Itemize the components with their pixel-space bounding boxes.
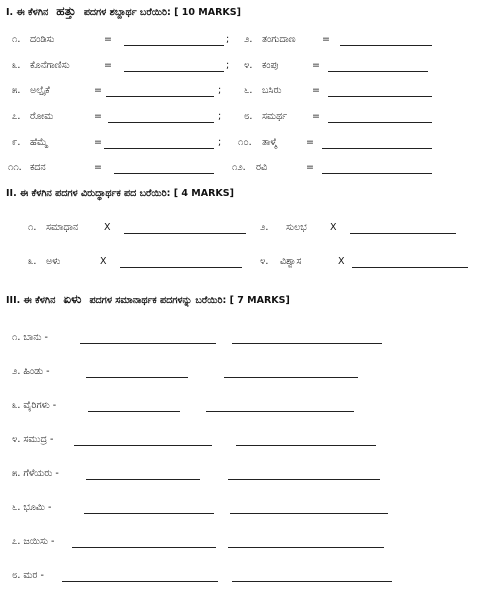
- s2-item-4-mark: X: [338, 256, 345, 267]
- section-3-heading-count: ಏಳು: [63, 292, 82, 306]
- s1-item-5-answer-line[interactable]: [106, 96, 214, 97]
- s1-item-5-end: ;: [218, 85, 222, 96]
- s1-item-12-answer-line[interactable]: [322, 173, 432, 174]
- section-1-heading-pre: I. ಈ ಕೆಳಗಿನ: [6, 7, 49, 18]
- s3-item-2-label: ೨. ಹಿಂಡು -: [12, 366, 50, 377]
- s1-item-3-word: ಕೊನೆಗಾಣಿಸು: [30, 60, 70, 71]
- s3-item-8-label: ೮. ಮರ -: [12, 570, 44, 581]
- s1-item-12-word: ರವಿ: [256, 162, 268, 173]
- s2-item-1-mark: X: [104, 222, 111, 233]
- s1-item-10-num: ೧೦.: [238, 137, 252, 148]
- s3-item-8-answer-line-2[interactable]: [232, 581, 392, 582]
- s3-item-6-label: ೬. ಭೂಮಿ -: [12, 502, 52, 513]
- s1-item-1-num: ೧.: [12, 34, 21, 45]
- s1-item-3-num: ೩.: [12, 60, 21, 71]
- s2-item-4-answer-line[interactable]: [352, 267, 468, 268]
- s3-item-2-answer-line-2[interactable]: [224, 377, 358, 378]
- s1-item-3-answer-line[interactable]: [124, 71, 224, 72]
- s2-item-3-word: ಅಳು: [46, 256, 61, 267]
- s3-item-2-answer-line-1[interactable]: [86, 377, 188, 378]
- s1-item-1-word: ದಂಡಿಸು: [30, 34, 55, 45]
- s1-item-1-answer-line[interactable]: [124, 45, 224, 46]
- s1-item-12-eq: =: [306, 162, 314, 173]
- section-3-heading-post: ಪದಗಳ ಸಮಾನಾರ್ಥಕ ಪದಗಳನ್ನು ಬರೆಯಿರಿ: [ 7 MARKS]: [89, 295, 290, 306]
- s1-item-11-word: ಕದನ: [30, 162, 46, 173]
- s3-item-7-answer-line-1[interactable]: [72, 547, 216, 548]
- section-3-heading: [6, 292, 290, 307]
- s3-item-8-answer-line-1[interactable]: [62, 581, 218, 582]
- s1-item-5-eq: =: [94, 85, 102, 96]
- s2-item-1-answer-line[interactable]: [124, 233, 246, 234]
- s3-item-5-label: ೫. ಗೆಳೆಯರು -: [12, 468, 59, 479]
- s1-item-7-eq: =: [94, 111, 102, 122]
- s1-item-7-word: ರೋಮ: [30, 111, 54, 122]
- s3-item-4-answer-line-1[interactable]: [74, 445, 212, 446]
- s3-item-3-answer-line-1[interactable]: [88, 411, 180, 412]
- s1-item-9-word: ಹೆಮ್ಮೆ: [30, 137, 48, 148]
- s1-item-6-eq: =: [312, 85, 320, 96]
- s1-item-2-word: ತಂಗುದಾಣ: [262, 34, 296, 45]
- s1-item-10-eq: =: [306, 137, 314, 148]
- s1-item-2-num: ೨.: [244, 34, 253, 45]
- s3-item-1-answer-line-2[interactable]: [232, 343, 382, 344]
- s1-item-5-num: ೫.: [12, 85, 21, 96]
- s1-item-8-eq: =: [312, 111, 320, 122]
- s1-item-4-answer-line[interactable]: [328, 71, 428, 72]
- s2-item-3-num: ೩.: [28, 256, 37, 267]
- s2-item-4-word: ವಿಶ್ವಾಸ: [280, 256, 302, 267]
- s1-item-9-num: ೯.: [12, 137, 21, 148]
- s1-item-7-end: ;: [218, 111, 222, 122]
- s2-item-1-word: ಸಮಾಧಾನ: [46, 222, 79, 233]
- s3-item-1-answer-line-1[interactable]: [80, 343, 216, 344]
- s2-item-3-mark: X: [100, 256, 107, 267]
- s1-item-11-eq: =: [94, 162, 102, 173]
- s1-item-4-num: ೪.: [244, 60, 253, 71]
- s3-item-5-answer-line-2[interactable]: [228, 479, 380, 480]
- s1-item-7-answer-line[interactable]: [108, 122, 214, 123]
- s2-item-2-answer-line[interactable]: [350, 233, 456, 234]
- s1-item-5-word: ಅಲ್ಪೈಕೆ: [30, 85, 50, 96]
- s1-item-1-eq: =: [104, 34, 112, 45]
- s1-item-9-answer-line[interactable]: [104, 148, 214, 149]
- s1-item-7-num: ೭.: [12, 111, 21, 122]
- s3-item-6-answer-line-1[interactable]: [84, 513, 214, 514]
- s3-item-4-answer-line-2[interactable]: [236, 445, 376, 446]
- section-1-heading-count: ಹತ್ತು: [56, 4, 76, 18]
- s3-item-6-answer-line-2[interactable]: [230, 513, 388, 514]
- s2-item-4-num: ೪.: [260, 256, 269, 267]
- s1-item-10-answer-line[interactable]: [322, 148, 432, 149]
- s1-item-2-answer-line[interactable]: [340, 45, 432, 46]
- s3-item-3-answer-line-2[interactable]: [206, 411, 354, 412]
- s1-item-11-answer-line[interactable]: [114, 173, 214, 174]
- s1-item-6-num: ೬.: [244, 85, 253, 96]
- s1-item-12-num: ೧೨.: [232, 162, 246, 173]
- s1-item-4-eq: =: [312, 60, 320, 71]
- s1-item-2-eq: =: [322, 34, 330, 45]
- section-2-heading: II. ಈ ಕೆಳಗಿನ ಪದಗಳ ವಿರುದ್ಧಾರ್ಥಕ ಪದ ಬರೆಯಿರಿ: [ 4 MARKS]: [6, 188, 234, 199]
- s2-item-3-answer-line[interactable]: [120, 267, 242, 268]
- s3-item-4-label: ೪. ಸಮುದ್ರ -: [12, 434, 54, 445]
- s3-item-7-answer-line-2[interactable]: [228, 547, 384, 548]
- s1-item-6-answer-line[interactable]: [328, 96, 432, 97]
- s3-item-5-answer-line-1[interactable]: [86, 479, 200, 480]
- s1-item-11-num: ೧೧.: [8, 162, 22, 173]
- section-1-heading: [6, 4, 241, 19]
- s1-item-8-answer-line[interactable]: [328, 122, 432, 123]
- s3-item-1-label: ೧. ಬಾನು -: [12, 332, 48, 343]
- s1-item-8-word: ಸಮರ್ಥ: [262, 111, 288, 122]
- s3-item-3-label: ೩. ವೈರಿಗಳು -: [12, 400, 57, 411]
- s1-item-1-end: ;: [226, 34, 230, 45]
- s1-item-9-end: ;: [218, 137, 222, 148]
- s1-item-4-word: ಕಂಪು: [262, 60, 279, 71]
- s1-item-3-end: ;: [226, 60, 230, 71]
- s2-item-2-word: ಸುಲಭ: [286, 222, 307, 233]
- section-3-heading-pre: III. ಈ ಕೆಳಗಿನ: [6, 295, 56, 306]
- s3-item-7-label: ೭. ಜಯಿಸು -: [12, 536, 55, 547]
- s2-item-2-mark: X: [330, 222, 337, 233]
- s2-item-2-num: ೨.: [260, 222, 269, 233]
- s1-item-9-eq: =: [94, 137, 102, 148]
- s1-item-10-word: ತಾಳ್ಮೆ: [262, 137, 278, 148]
- s1-item-6-word: ಬಸಿರು: [262, 85, 282, 96]
- s1-item-8-num: ೮.: [244, 111, 253, 122]
- s2-item-1-num: ೧.: [28, 222, 37, 233]
- section-1-heading-post: ಪದಗಳ ಶಬ್ದಾರ್ಥ ಬರೆಯಿರಿ: [ 10 MARKS]: [83, 7, 241, 18]
- s1-item-3-eq: =: [104, 60, 112, 71]
